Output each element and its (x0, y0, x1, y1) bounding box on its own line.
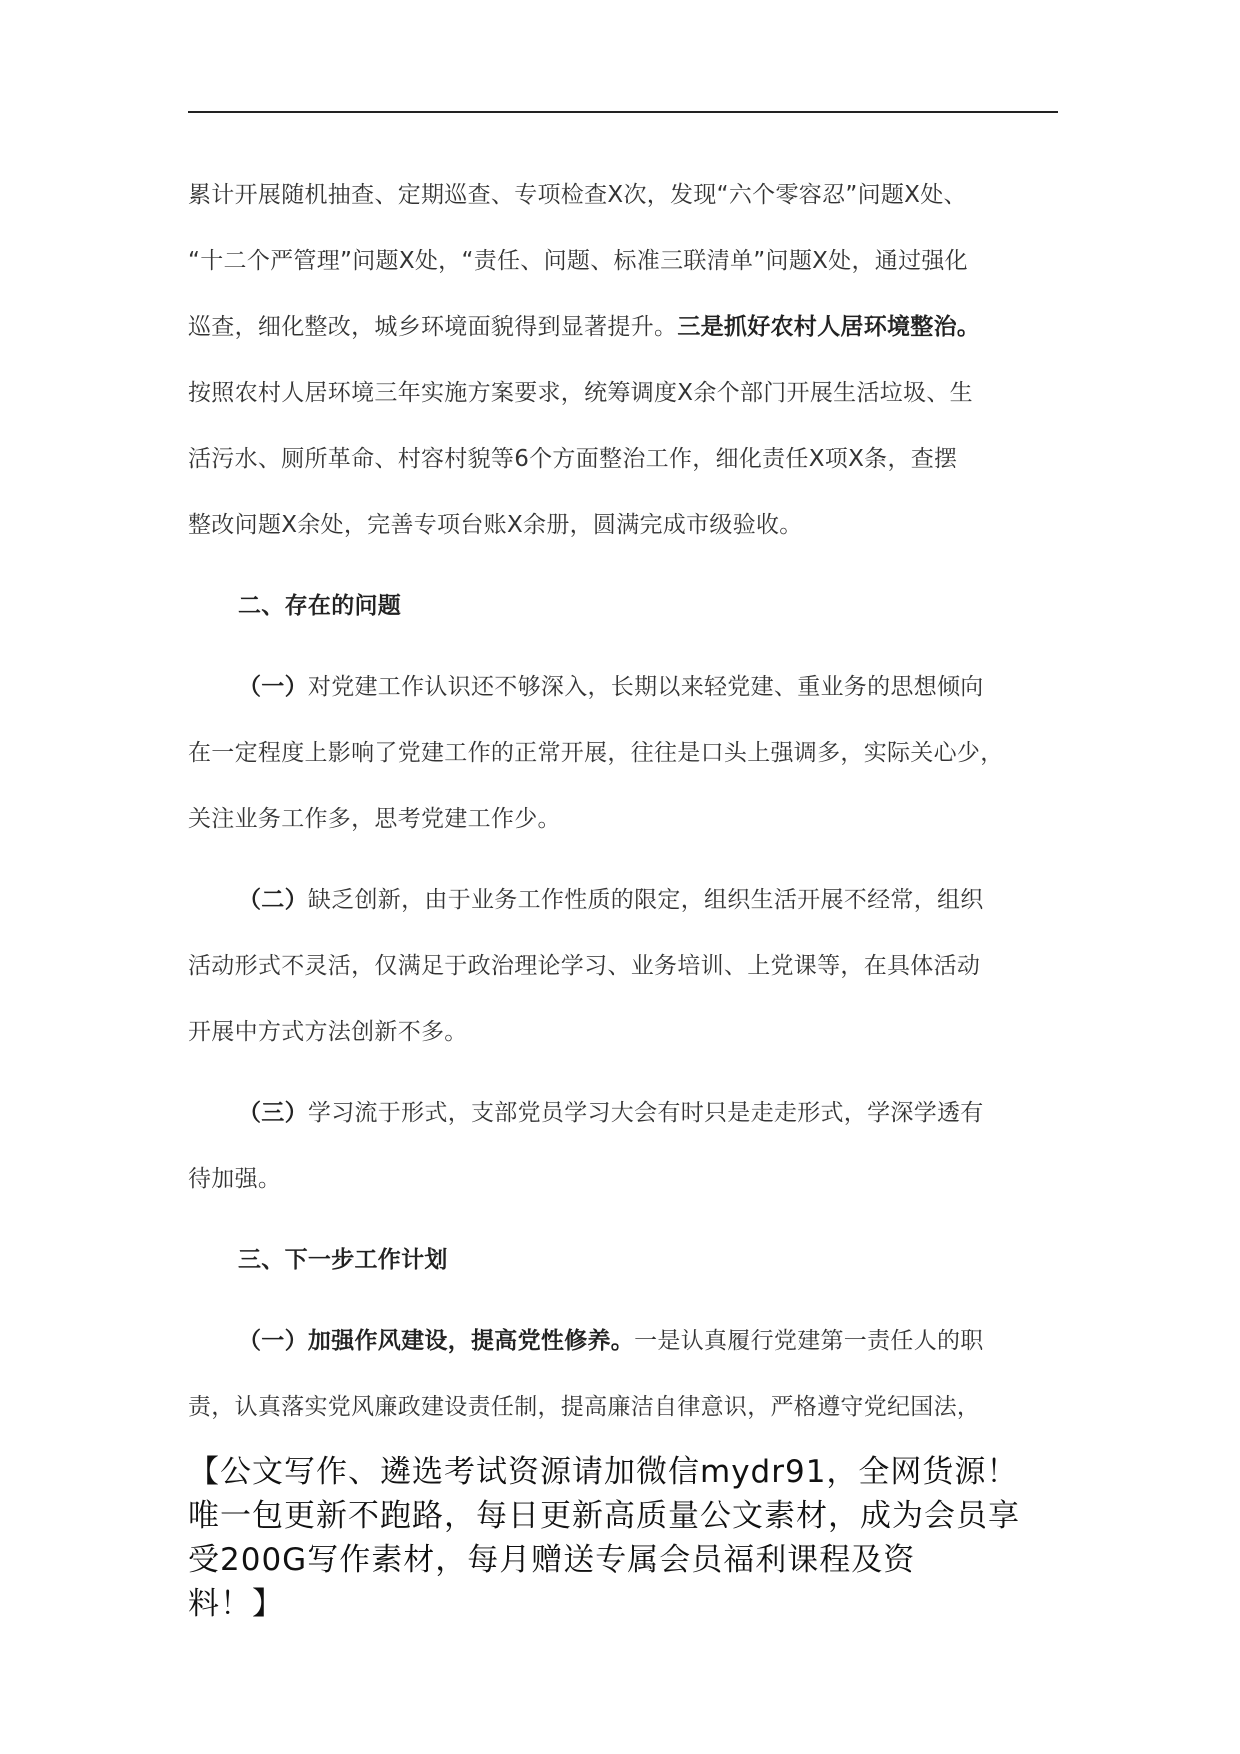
text-line: 开展中方式方法创新不多。 (188, 1019, 468, 1045)
text-line: 学习流于形式，支部党员学习大会有时只是走走形式，学深学透有 (307, 1100, 984, 1126)
text-line: 在一定程度上影响了党建工作的正常开展，往往是口头上强调多，实际关心少， (188, 740, 1004, 766)
item-label: （一） (238, 1328, 308, 1354)
promo-line: 【公文写作、遴选考试资源请加微信mydr91，全网货源！ (188, 1454, 1019, 1490)
text-line: 按照农村人居环境三年实施方案要求，统筹调度X余个部门开展生活垃圾、生 (188, 380, 973, 406)
text-line: 缺乏创新，由于业务工作性质的限定，组织生活开展不经常，组织 (307, 887, 984, 913)
section-heading-problems: 二、存在的问题 (238, 593, 402, 619)
text-line: 活动形式不灵活，仅满足于政治理论学习、业务培训、上党课等，在具体活动 (188, 953, 981, 979)
text-line: 整改问题X余处，完善专项台账X余册，圆满完成市级验收。 (188, 512, 803, 538)
promo-line: 料！】 (188, 1586, 284, 1622)
text-line: 责，认真落实党风廉政建设责任制，提高廉洁自律意识，严格遵守党纪国法， (188, 1394, 981, 1420)
text-line: 巡查，细化整改，城乡环境面貌得到显著提升。 (188, 314, 678, 340)
text-line: 一是认真履行党建第一责任人的职 (634, 1328, 984, 1354)
promo-line: 受200G写作素材，每月赠送专属会员福利课程及资 (188, 1542, 916, 1578)
promo-line: 唯一包更新不跑路，每日更新高质量公文素材，成为会员享 (188, 1498, 1020, 1534)
paragraph-environment (188, 162, 1086, 558)
text-line: “十二个严管理”问题X处，“责任、问题、标准三联清单”问题X处，通过强化 (188, 248, 968, 274)
promo-notice (188, 1450, 1088, 1626)
section-heading-next-steps: 三、下一步工作计划 (238, 1247, 448, 1273)
plan-item-1 (188, 1308, 1086, 1440)
problem-item-3 (188, 1080, 1086, 1212)
item-label: （三） (238, 1100, 308, 1126)
problem-item-2 (188, 867, 1086, 1065)
text-line: 活污水、厕所革命、村容村貌等6个方面整治工作，细化责任X项X条，查摆 (188, 446, 958, 472)
item-label: （一） (238, 674, 308, 700)
bold-phrase: 三是抓好农村人居环境整治。 (677, 314, 981, 340)
text-line: 对党建工作认识还不够深入，长期以来轻党建、重业务的思想倾向 (307, 674, 984, 700)
document-body (188, 162, 1086, 1455)
header-rule (188, 111, 1058, 113)
problem-item-1 (188, 654, 1086, 852)
bold-phrase: 加强作风建设，提高党性修养。 (307, 1328, 635, 1354)
text-line: 待加强。 (188, 1166, 282, 1192)
text-line: 累计开展随机抽查、定期巡查、专项检查X次，发现“六个零容忍”问题X处、 (188, 182, 967, 208)
item-label: （二） (238, 887, 308, 913)
text-line: 关注业务工作多，思考党建工作少。 (188, 806, 561, 832)
